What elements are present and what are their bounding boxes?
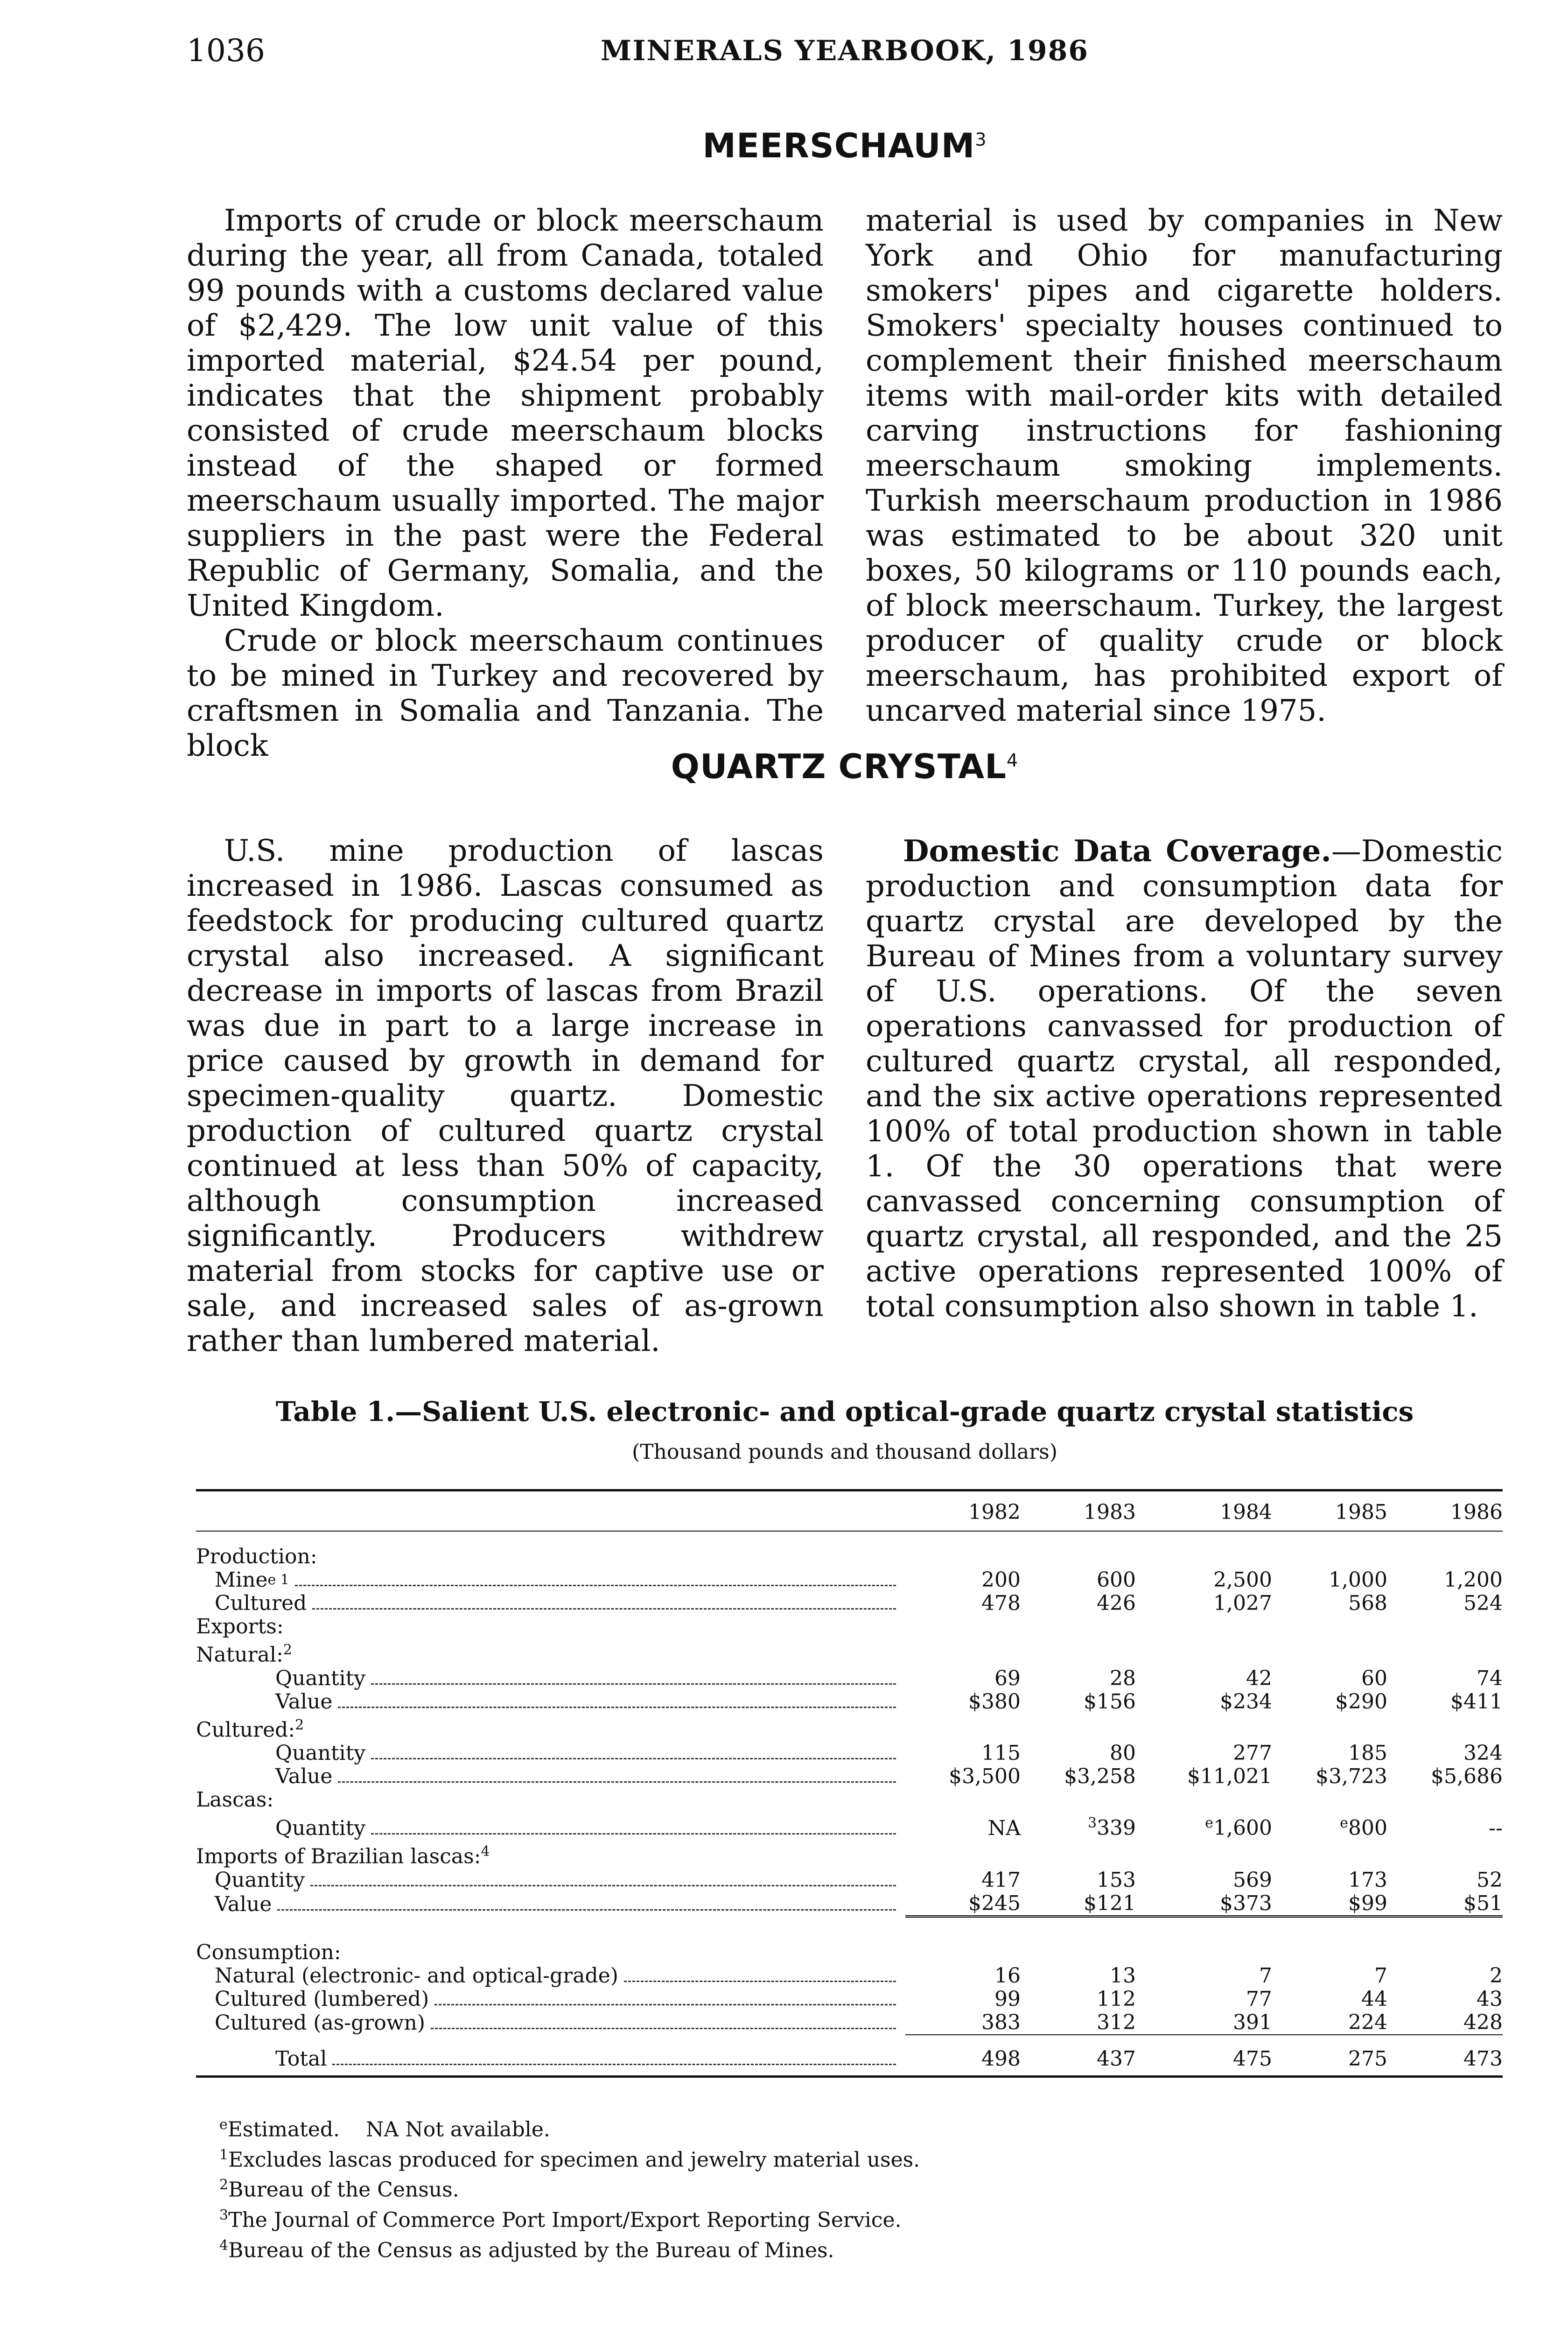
table-cell: 600 [1097,1568,1136,1592]
table-row [196,1592,1503,1615]
table-cell: NA [987,1816,1021,1840]
meerschaum-paragraph-3: material is used by companies in New York and Ohio for manufacturing smokers' pipes and cigarette holders. Smokers' specialty houses continued to complement their finished meerschaum items with mail-order kits with detailed carving instructions for fashioning meerschaum smoking implements. Turkish meerschaum production in 1986 was estimated to be about 320 unit boxes, 50 kilograms or 110 pounds each, of block meerschaum. Turkey, the largest producer of quality crude or block meerschaum, has prohibited export of uncarved material since 1975. [866,204,1503,728]
table-cell: 478 [981,1591,1021,1615]
table-row [196,1690,1503,1714]
footnote-mark: 4 [219,2237,229,2254]
quartz-heading-note: 4 [1007,750,1019,771]
cell-note: 3 [1087,1815,1097,1832]
table-row [196,1714,1503,1742]
row-label: Cultured (lumbered) [215,1987,429,2011]
row-label: Imports of Brazilian lascas: [196,1844,481,1869]
row-label: Consumption: [196,1940,341,1964]
footnote-text: Estimated. [227,2117,340,2142]
row-label: Production: [196,1545,317,1568]
table-cell: 428 [1463,2010,1503,2034]
table-cell: 52 [1477,1868,1503,1892]
table-cell: 224 [1348,2010,1387,2034]
table-cell: $411 [1450,1689,1503,1714]
table-cell: 200 [981,1568,1021,1592]
table-cell: $156 [1084,1689,1136,1714]
table-cell: 324 [1463,1741,1503,1765]
table-row [196,1615,1503,1638]
table-row [196,1840,1503,1869]
table-cell: 277 [1232,1741,1272,1765]
table-row [196,1869,1503,1892]
quartz-heading-text: QUARTZ CRYSTAL [671,747,1007,786]
table-cell: 99 [994,1987,1021,2011]
footnote-1 [219,2143,920,2173]
row-label: Lascas: [196,1788,274,1812]
table-row [196,1568,1503,1592]
row-label: Quantity [275,1741,366,1765]
footnote-mark: e [219,2116,228,2133]
row-label: Cultured (as-grown) [215,2011,426,2035]
table-cell: 391 [1232,2010,1272,2034]
table-row [196,1964,1503,1988]
table-cell: 80 [1110,1741,1136,1765]
table-cell: 437 [1021,2035,1136,2077]
table-cell: 60 [1361,1666,1387,1690]
row-label: Mine [215,1568,268,1592]
table-cell: 112 [1097,1987,1136,2011]
table-cell [1021,1812,1136,1840]
table-cell: 2 [1490,1963,1503,1988]
table-cell: 524 [1463,1591,1503,1615]
table-cell: $234 [1219,1689,1272,1714]
year-header-1983: 1983 [1021,1490,1136,1532]
row-label-note: 2 [283,1642,293,1658]
row-label-note: 2 [295,1716,304,1733]
table-row [196,1667,1503,1690]
table-cell: 69 [994,1666,1021,1690]
table-row [196,1531,1503,1568]
table-total-row [196,2035,1503,2077]
table-header-row [196,1490,1503,1532]
table-cell: 153 [1097,1868,1136,1892]
footnote-text: The Journal of Commerce Port Import/Export Reporting Service. [228,2208,902,2232]
row-label-note: e 1 [267,1572,289,1588]
table-cell: 28 [1110,1666,1136,1690]
year-header-1982: 1982 [905,1490,1021,1532]
table-cell: 44 [1361,1987,1387,2011]
footnote-text: Bureau of the Census as adjusted by the Bureau of Mines. [228,2238,834,2263]
year-header-1984: 1984 [1136,1490,1272,1532]
table-cell: 43 [1477,1987,1503,2011]
meerschaum-paragraph-1: Imports of crude or block meerschaum during the year, all from Canada, totaled 99 pounds with a customs declared value of $2,429. The low unit value of this imported material, $24.54 per pound, indicates that the shipment probably consisted of crude meerschaum blocks instead of the shaped or formed meerschaum usually imported. The major suppliers in the past were the Federal Republic of Germany, Somalia, and the United Kingdom. [187,204,824,623]
table-subcaption: (Thousand pounds and thousand dollars) [632,1440,1057,1464]
table-cell: 475 [1136,2035,1272,2077]
table-cell [1272,1812,1387,1840]
table-cell: $11,021 [1187,1765,1272,1789]
table-cell: $3,723 [1315,1765,1387,1789]
footnote-text: Excludes lascas produced for specimen and jewelry material uses. [228,2148,920,2172]
table-cell: $380 [968,1689,1021,1714]
row-label: Value [275,1689,333,1714]
table-row [196,1742,1503,1765]
cell-value: 339 [1097,1816,1136,1840]
table-cell: $51 [1387,1892,1503,1917]
table-cell: 173 [1348,1868,1387,1892]
table-cell: 185 [1348,1741,1387,1765]
table-cell: 498 [905,2035,1021,2077]
table-cell: 7 [1374,1963,1387,1988]
table-row [196,1788,1503,1812]
row-label: Quantity [275,1816,366,1840]
meerschaum-heading-text: MEERSCHAUM [702,126,975,165]
domestic-data-coverage-runin: Domestic Data Coverage. [903,834,1331,869]
meerschaum-heading-note: 3 [975,129,987,150]
row-label: Quantity [215,1868,305,1892]
table-row [196,2011,1503,2035]
table-row [196,1988,1503,2011]
table-cell: 1,027 [1213,1591,1272,1615]
table-cell: 77 [1246,1987,1272,2011]
row-label: Value [215,1892,272,1917]
table-cell: 115 [981,1741,1021,1765]
salient-statistics-table [196,1489,1503,2078]
table-row [196,1892,1503,1917]
table-cell: 275 [1272,2035,1387,2077]
table-cell: 2,500 [1213,1568,1272,1592]
table-cell: $5,686 [1431,1765,1503,1789]
row-label: Value [275,1765,333,1789]
footnote-mark: 2 [219,2177,229,2193]
table-row [196,1941,1503,1964]
row-label: Natural: [196,1643,283,1667]
table-cell: $373 [1136,1892,1272,1917]
table-footnotes [219,2112,920,2263]
page-number: 1036 [187,33,265,69]
row-label-note: 4 [481,1843,490,1860]
quartz-paragraph-1: U.S. mine production of lascas increased in 1986. Lascas consumed as feedstock for producing cultured quartz crystal also increased. A significant decrease in imports of lascas from Brazil was due in part to a large increase in price caused by growth in demand for specimen-quality quartz. Domestic production of cultured quartz crystal continued at less than 50% of capacity, although consumption increased significantly. Producers withdrew material from stocks for captive use or sale, and increased sales of as-grown rather than lumbered material. [187,834,824,1358]
table-cell: 16 [994,1963,1021,1988]
table-cell: 473 [1387,2035,1503,2077]
cell-value: 1,600 [1213,1816,1272,1840]
running-title: MINERALS YEARBOOK, 1986 [600,35,1089,67]
table-cell: 312 [1097,2010,1136,2034]
running-head [187,33,1503,75]
meerschaum-left-column [187,204,824,764]
cell-note: e [1205,1815,1213,1832]
table-cell [1136,1812,1272,1840]
table-cell: $3,500 [949,1765,1021,1789]
table-cell: 568 [1348,1591,1387,1615]
table-cell: $99 [1272,1892,1387,1917]
table-cell: $3,258 [1064,1765,1136,1789]
table-cell: 42 [1246,1666,1272,1690]
footnote-text: Bureau of the Census. [228,2178,459,2202]
table-cell: $290 [1335,1689,1387,1714]
meerschaum-right-column [866,204,1503,729]
quartz-paragraph-2 [866,834,1503,1324]
quartz-right-column [866,834,1503,1324]
row-label: Cultured: [196,1718,295,1742]
table-cell: 569 [1232,1868,1272,1892]
year-header-1986: 1986 [1387,1490,1503,1532]
row-label: Exports: [196,1615,284,1638]
table-cell: 1,200 [1444,1568,1503,1592]
footnote-mark: 3 [219,2207,229,2223]
table-cell: $121 [1021,1892,1136,1917]
row-label: Natural (electronic- and optical-grade) [215,1963,618,1988]
row-label: Quantity [275,1666,366,1690]
cell-note: e [1340,1815,1348,1832]
footnote-estimated [219,2112,920,2143]
table-cell: $245 [905,1892,1021,1917]
quartz-heading [187,747,1503,786]
table-cell: 1,000 [1328,1568,1387,1592]
footnote-mark: 1 [219,2146,229,2163]
table-cell: 417 [981,1868,1021,1892]
domestic-data-coverage-text: —Domestic production and consumption data for quartz crystal are developed by the Bureau of Mines from a voluntary survey of U.S. operations. Of the seven operations canvassed for production of cultured quartz crystal, all responded, and the six active operations represented 100% of total production shown in table 1. Of the 30 operations that were canvassed concerning consumption of quartz crystal, all responded, and the 25 active operations represented 100% of total consumption also shown in table 1. [866,834,1503,1324]
table-cell: -- [1489,1816,1503,1840]
row-label: Total [275,2046,327,2071]
table-cell: 426 [1097,1591,1136,1615]
footnote-4 [219,2233,920,2264]
quartz-left-column [187,834,824,1359]
footnote-na: NA Not available. [366,2117,550,2142]
table-cell: 13 [1110,1963,1136,1988]
stub-header [196,1490,905,1532]
year-header-1985: 1985 [1272,1490,1387,1532]
table-row [196,1765,1503,1788]
meerschaum-heading [187,126,1503,165]
table-cell: 74 [1477,1666,1503,1690]
meerschaum-paragraph-2: Crude or block meerschaum continues to be mined in Turkey and recovered by craftsmen in Somalia and Tanzania. The block [187,624,824,763]
footnote-2 [219,2172,920,2203]
table-cell: 383 [981,2010,1021,2034]
cell-value: 800 [1348,1816,1387,1840]
table-cell: 7 [1259,1963,1272,1988]
table-row [196,1638,1503,1667]
footnote-3 [219,2203,920,2233]
row-label: Cultured [215,1591,307,1615]
table-row [196,1812,1503,1840]
table-caption: Table 1.—Salient U.S. electronic- and optical-grade quartz crystal statistics [275,1396,1414,1427]
